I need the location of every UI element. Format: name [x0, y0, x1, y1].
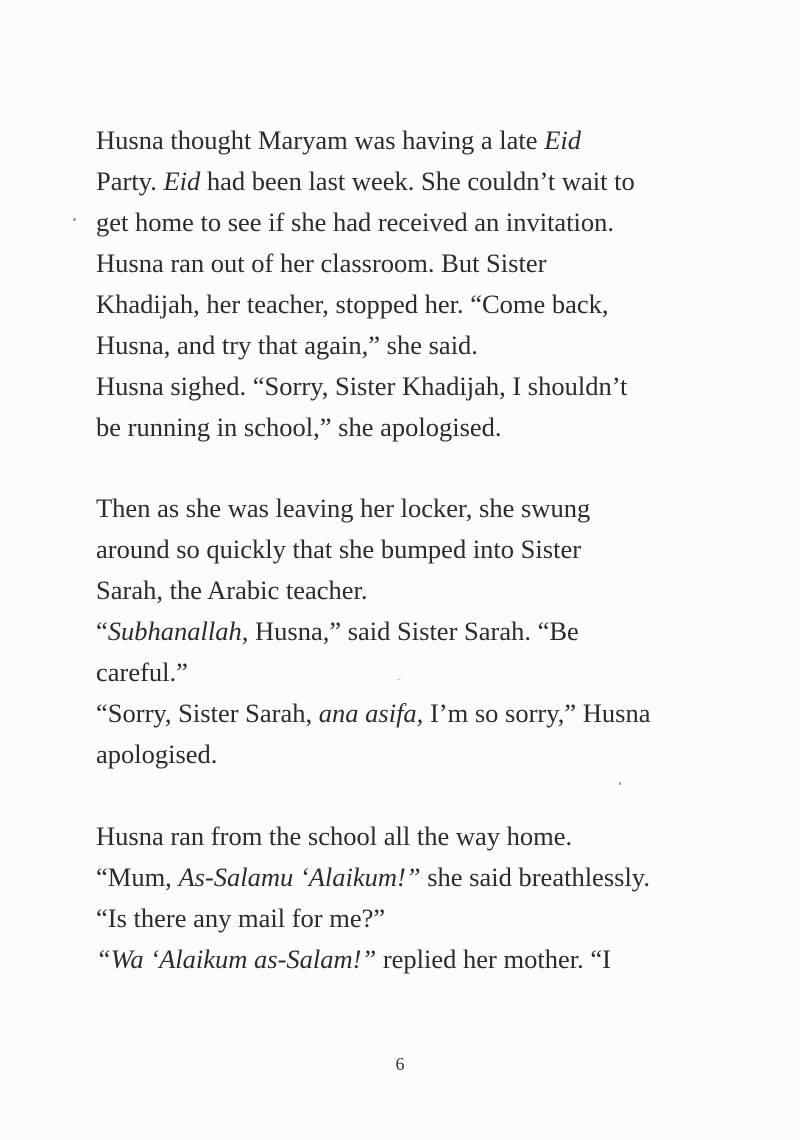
text-line: around so quickly that she bumped into Sister: [96, 534, 582, 564]
text-line: Party. Eid had been last week. She couldn’t wait to: [96, 166, 635, 196]
text-line: get home to see if she had received an invitation.: [96, 207, 615, 237]
text-line: “Subhanallah, Husna,” said Sister Sarah. “Be: [96, 616, 579, 646]
paper-speck: [73, 218, 76, 221]
paper-speck: [619, 782, 621, 785]
text-line: Husna ran out of her classroom. But Sister: [96, 248, 547, 278]
text-line: “Is there any mail for me?”: [96, 903, 386, 933]
text-line: careful.”: [96, 657, 188, 687]
text-line: Sarah, the Arabic teacher.: [96, 575, 368, 605]
page-number: 6: [395, 1054, 405, 1074]
text-line: “Wa ‘Alaikum as-Salam!” replied her mother. “I: [96, 944, 611, 974]
text-line: Husna thought Maryam was having a late Eid: [96, 125, 581, 155]
text-line: Husna, and try that again,” she said.: [96, 330, 478, 360]
paragraph-2: [96, 488, 776, 775]
text-line: “Sorry, Sister Sarah, ana asifa, I’m so sorry,” Husna: [96, 698, 651, 728]
text-line: Then as she was leaving her locker, she swung: [96, 493, 591, 523]
text-line: apologised.: [96, 739, 218, 769]
text-line: Husna ran from the school all the way home.: [96, 821, 573, 851]
text-line: be running in school,” she apologised.: [96, 412, 502, 442]
text-line: Husna sighed. “Sorry, Sister Khadijah, I shouldn’t: [96, 371, 628, 401]
paragraph-1: [96, 120, 776, 448]
text-line: Khadijah, her teacher, stopped her. “Come back,: [96, 289, 609, 319]
paragraph-3: [96, 816, 776, 980]
text-line: “Mum, As-Salamu ‘Alaikum!” she said breathlessly.: [96, 862, 650, 892]
